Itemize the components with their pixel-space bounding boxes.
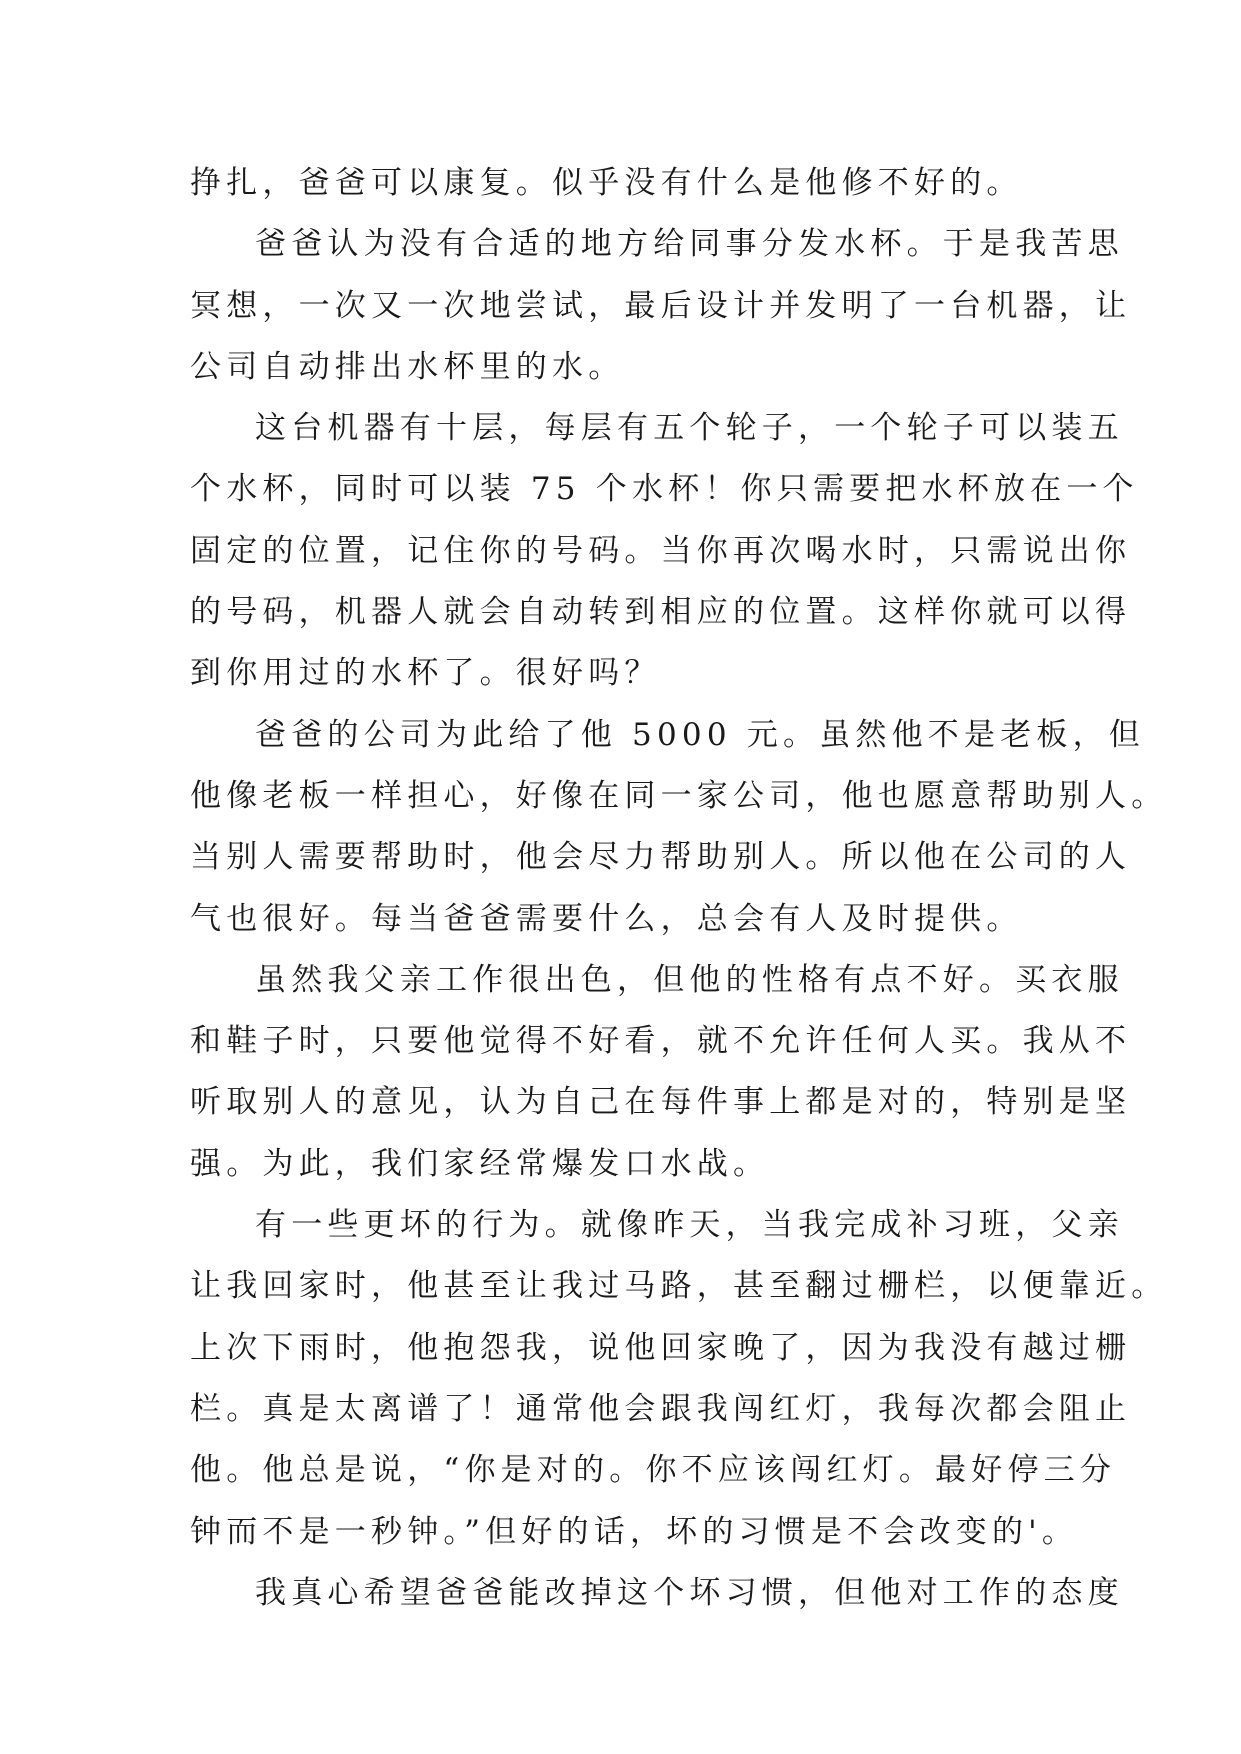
text-line: 个水杯，同时可以装 75 个水杯！你只需要把水杯放在一个: [190, 471, 1139, 508]
text-line: 到你用过的水杯了。很好吗？: [190, 655, 661, 692]
text-line: 爸爸的公司为此给了他 5000 元。虽然他不是老板，但: [255, 716, 1145, 753]
text-line: 公司自动排出水杯里的水。: [190, 348, 625, 385]
document-body: [190, 153, 1168, 1624]
text-line: 爸爸认为没有合适的地方给同事分发水杯。于是我苦思: [255, 226, 1124, 263]
text-line: 强。为此，我们家经常爆发口水战。: [190, 1145, 770, 1182]
text-line: 他像老板一样担心，好像在同一家公司，他也愿意帮助别人。: [190, 777, 1168, 814]
text-line: 和鞋子时，只要他觉得不好看，就不允许任何人买。我从不: [190, 1023, 1132, 1060]
text-line: 的号码，机器人就会自动转到相应的位置。这样你就可以得: [190, 594, 1132, 631]
text-line: 让我回家时，他甚至让我过马路，甚至翻过栅栏，以便靠近。: [190, 1268, 1168, 1305]
text-line: 栏。真是太离谱了！通常他会跟我闯红灯，我每次都会阻止: [190, 1390, 1132, 1427]
text-line: 虽然我父亲工作很出色，但他的性格有点不好。买衣服: [255, 961, 1124, 998]
text-line: 固定的位置，记住你的号码。当你再次喝水时，只需说出你: [190, 532, 1132, 569]
text-line: 上次下雨时，他抱怨我，说他回家晚了，因为我没有越过栅: [190, 1329, 1132, 1366]
text-line: 这台机器有十层，每层有五个轮子，一个轮子可以装五: [255, 410, 1124, 447]
text-line: 他。他总是说，“你是对的。你不应该闯红灯。最好停三分: [190, 1452, 1117, 1489]
text-line: 有一些更坏的行为。就像昨天，当我完成补习班，父亲: [255, 1207, 1124, 1244]
text-line: 听取别人的意见，认为自己在每件事上都是对的，特别是坚: [190, 1084, 1132, 1121]
text-line: 当别人需要帮助时，他会尽力帮助别人。所以他在公司的人: [190, 839, 1132, 876]
text-line: 我真心希望爸爸能改掉这个坏习惯，但他对工作的态度: [255, 1574, 1124, 1611]
text-line: 气也很好。每当爸爸需要什么，总会有人及时提供。: [190, 900, 1023, 937]
text-line: 挣扎，爸爸可以康复。似乎没有什么是他修不好的。: [190, 165, 1023, 201]
text-line: 冥想，一次又一次地尝试，最后设计并发明了一台机器，让: [190, 287, 1132, 324]
text-line: 钟而不是一秒钟。”但好的话，坏的习惯是不会改变的'。: [190, 1513, 1079, 1550]
